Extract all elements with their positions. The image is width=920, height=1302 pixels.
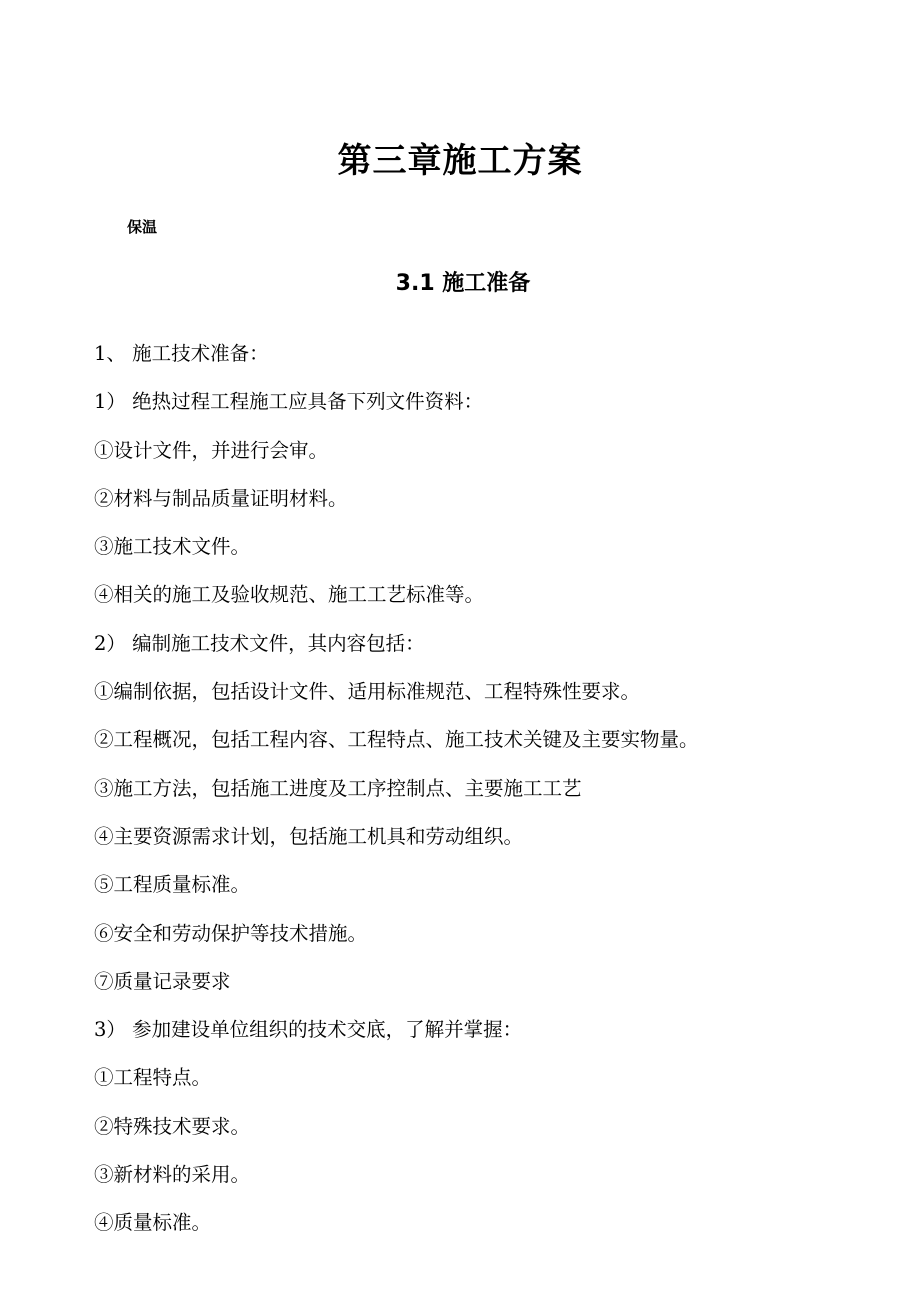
text-line: ①编制依据，包括设计文件、适用标准规范、工程特殊性要求。	[94, 680, 641, 704]
text-line: ④质量标准。	[94, 1211, 212, 1235]
text-line: ⑥安全和劳动保护等技术措施。	[94, 921, 368, 945]
section-title: 3.1 施工准备	[395, 271, 531, 296]
body-text	[94, 334, 894, 1252]
text-line: ⑤工程质量标准。	[94, 873, 251, 897]
text-line: ④主要资源需求计划，包括施工机具和劳动组织。	[94, 824, 524, 848]
text-line: ①工程特点。	[94, 1066, 212, 1090]
text-line: ⑦质量记录要求	[94, 969, 231, 993]
text-line: 1、 施工技术准备：	[94, 342, 269, 365]
text-line: ③施工技术文件。	[94, 535, 251, 559]
text-line: ①设计文件，并进行会审。	[94, 438, 329, 462]
text-line: 2） 编制施工技术文件，其内容包括：	[94, 631, 425, 655]
subject-label: 保温	[127, 218, 158, 236]
text-line: ③新材料的采用。	[94, 1163, 251, 1187]
text-line: 1） 绝热过程工程施工应具备下列文件资料：	[94, 390, 484, 414]
text-line: ③施工方法，包括施工进度及工序控制点、主要施工工艺	[94, 776, 582, 800]
chapter-title: 第三章施工方案	[337, 141, 583, 181]
text-line: 3） 参加建设单位组织的技术交底，了解并掌握：	[94, 1018, 523, 1042]
text-line: ②特殊技术要求。	[94, 1114, 251, 1138]
text-line: ②工程概况，包括工程内容、工程特点、施工技术关键及主要实物量。	[94, 728, 699, 752]
text-line: ④相关的施工及验收规范、施工工艺标准等。	[94, 583, 485, 607]
text-line: ②材料与制品质量证明材料。	[94, 486, 348, 510]
